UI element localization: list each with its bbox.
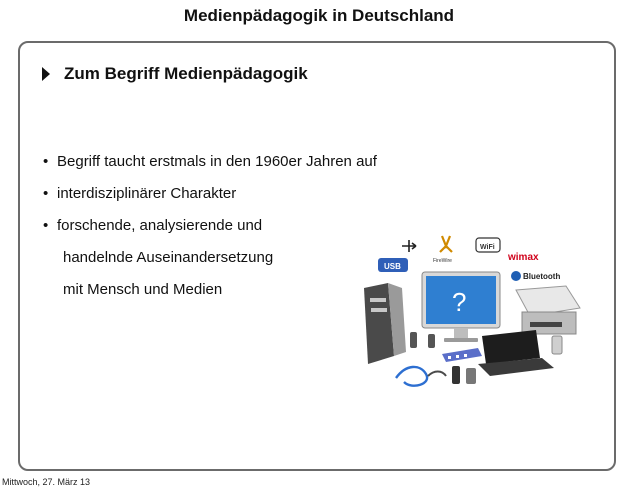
media-devices-illustration xyxy=(330,228,590,396)
bullet-continuation: handelnde Auseinandersetzung xyxy=(63,249,274,266)
svg-text:FireWire: FireWire xyxy=(433,258,452,264)
footer-date: Mittwoch, 27. März 13 xyxy=(2,477,91,487)
bullet-dot: • xyxy=(43,153,49,170)
bullet-continuation: mit Mensch und Medien xyxy=(63,281,223,298)
wifi-logo-icon xyxy=(476,238,500,252)
triangle-bullet-icon xyxy=(42,67,50,81)
speaker-icon xyxy=(410,332,435,348)
section-heading xyxy=(42,64,308,84)
bullet-list xyxy=(43,146,377,306)
bullet-dot: • xyxy=(43,217,49,234)
firewire-icon xyxy=(433,236,452,264)
svg-text:Bluetooth: Bluetooth xyxy=(523,272,561,281)
slide-title: Medienpädagogik in Deutschland xyxy=(183,6,455,25)
bullet-item: • interdisziplinärer Charakter xyxy=(43,178,377,210)
printer-icon xyxy=(516,286,580,334)
cable-icon xyxy=(396,367,446,386)
usb-logo-icon xyxy=(378,258,408,272)
question-mark: ? xyxy=(452,287,467,317)
wimax-logo-icon xyxy=(507,252,539,263)
svg-text:wimax: wimax xyxy=(508,252,539,263)
router-icon xyxy=(442,348,482,362)
usb-icon xyxy=(402,240,416,252)
svg-text:WiFi: WiFi xyxy=(480,244,495,251)
section-heading-text: Zum Begriff Medienpädagogik xyxy=(64,64,308,83)
bullet-item: • forschende, analysierende und xyxy=(43,210,377,242)
pc-tower-icon xyxy=(364,283,406,364)
bullet-dot: • xyxy=(43,185,49,202)
bluetooth-logo-icon xyxy=(511,271,560,281)
bullet-item: • Begriff taucht erstmals in den 1960er Jahren auf xyxy=(43,146,377,178)
phone-icon xyxy=(452,366,476,384)
svg-text:USB: USB xyxy=(384,262,401,271)
laptop-icon xyxy=(478,330,554,376)
phone-dock-icon xyxy=(552,336,562,354)
monitor-icon xyxy=(422,272,500,342)
